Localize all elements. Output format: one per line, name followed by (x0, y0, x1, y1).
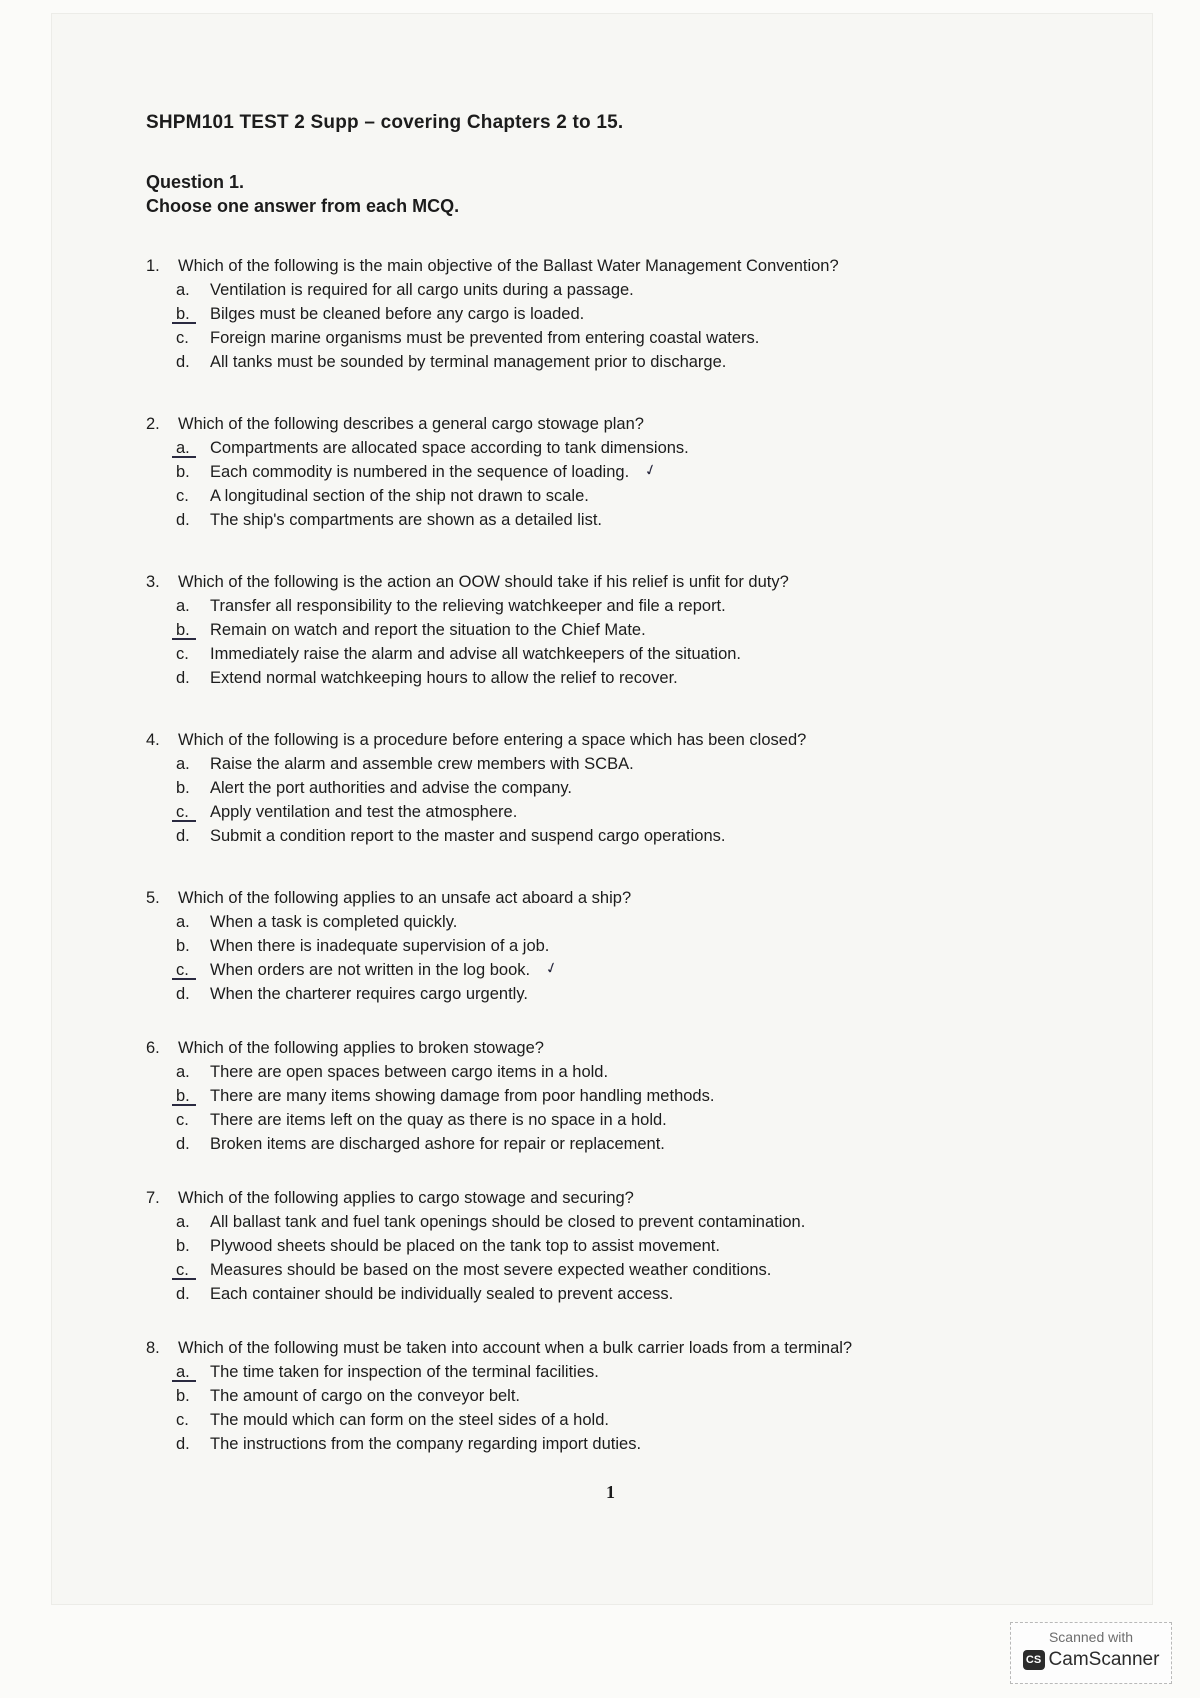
option-letter: d. (176, 353, 190, 371)
handwritten-tick-icon: ✓ (642, 460, 660, 481)
option-letter: d. (176, 827, 190, 845)
option-text: Extend normal watchkeeping hours to allow the relief to recover. (210, 669, 678, 687)
option-text: Ventilation is required for all cargo units during a passage. (210, 281, 634, 299)
option-text: Each commodity is numbered in the sequence of loading. (210, 463, 630, 481)
option-letter-marked: a. (176, 436, 210, 460)
handwritten-tick-icon: ✓ (543, 958, 561, 979)
option-text: There are open spaces between cargo items in a hold. (210, 1063, 609, 1081)
option-list (176, 910, 1086, 1006)
option-letter-marked: b. (176, 618, 210, 642)
question-stem (146, 412, 1086, 436)
option-letter: b. (176, 779, 190, 797)
option-item (176, 594, 1086, 618)
question-item (146, 1336, 1086, 1456)
option-text: The mould which can form on the steel sides of a hold. (210, 1411, 609, 1429)
option-letter: b. (176, 1387, 190, 1405)
question-stem (146, 886, 1086, 910)
option-text: The time taken for inspection of the terminal facilities. (210, 1363, 599, 1381)
question-number: 8. (146, 1339, 160, 1357)
option-list (176, 752, 1086, 848)
option-letter: c. (176, 487, 189, 505)
option-letter: a. (176, 281, 190, 299)
option-list (176, 1210, 1086, 1306)
option-item (176, 1408, 1086, 1432)
question-text: Which of the following is a procedure before entering a space which has been closed? (178, 731, 807, 749)
option-letter: d. (176, 1435, 190, 1453)
option-item (176, 1432, 1086, 1456)
option-item (176, 776, 1086, 800)
option-item (176, 460, 1086, 484)
question-text: Which of the following applies to an unsafe act aboard a ship? (178, 889, 632, 907)
option-text: When orders are not written in the log book. (210, 961, 531, 979)
option-text: Raise the alarm and assemble crew members with SCBA. (210, 755, 634, 773)
camscanner-watermark (1010, 1622, 1172, 1684)
question-stem (146, 1036, 1086, 1060)
option-item (176, 1234, 1086, 1258)
option-item (176, 1210, 1086, 1234)
question-text: Which of the following is the main objective of the Ballast Water Management Convention? (178, 257, 839, 275)
question-item (146, 728, 1086, 848)
option-item (176, 1360, 1086, 1384)
option-letter-marked: c. (176, 958, 210, 982)
option-letter: c. (176, 1111, 189, 1129)
option-item (176, 910, 1086, 934)
option-list (176, 1360, 1086, 1456)
option-item (176, 484, 1086, 508)
option-letter: d. (176, 1285, 190, 1303)
question-stem (146, 254, 1086, 278)
option-item (176, 800, 1086, 824)
option-item (176, 666, 1086, 690)
page-number: 1 (606, 1482, 615, 1502)
option-list (176, 1060, 1086, 1156)
option-letter: d. (176, 669, 190, 687)
option-letter: c. (176, 329, 189, 347)
option-text: The amount of cargo on the conveyor belt. (210, 1387, 521, 1405)
option-text: When a task is completed quickly. (210, 913, 458, 931)
watermark-brand (1011, 1649, 1171, 1671)
question-number: 7. (146, 1189, 160, 1207)
option-letter: b. (176, 463, 190, 481)
question-heading (146, 170, 1086, 218)
option-text: Plywood sheets should be placed on the tank top to assist movement. (210, 1237, 720, 1255)
option-text: Measures should be based on the most severe expected weather conditions. (210, 1261, 772, 1279)
watermark-caption: Scanned with (1048, 1629, 1134, 1645)
question-text: Which of the following describes a general cargo stowage plan? (178, 415, 644, 433)
option-item (176, 1384, 1086, 1408)
option-text: When there is inadequate supervision of a job. (210, 937, 550, 955)
question-text: Which of the following must be taken into account when a bulk carrier loads from a terminal? (178, 1339, 853, 1357)
instruction-text: Choose one answer from each MCQ. (146, 196, 460, 216)
watermark-brand-name: CamScanner (1048, 1649, 1160, 1670)
option-letter: b. (176, 937, 190, 955)
option-list (176, 436, 1086, 532)
question-number-heading: Question 1. (146, 172, 245, 192)
option-letter-marked: b. (176, 1084, 210, 1108)
option-item (176, 1282, 1086, 1306)
question-item (146, 254, 1086, 374)
question-text: Which of the following applies to broken stowage? (178, 1039, 544, 1057)
option-item (176, 752, 1086, 776)
option-text: Submit a condition report to the master and suspend cargo operations. (210, 827, 726, 845)
option-item (176, 350, 1086, 374)
option-list (176, 278, 1086, 374)
question-item (146, 412, 1086, 532)
option-item (176, 302, 1086, 326)
option-letter-marked: a. (176, 1360, 210, 1384)
page-title: SHPM101 TEST 2 Supp – covering Chapters 2 to 15. (146, 112, 624, 133)
option-letter-marked: c. (176, 1258, 210, 1282)
option-text: Broken items are discharged ashore for repair or replacement. (210, 1135, 665, 1153)
question-number: 4. (146, 731, 160, 749)
option-letter: c. (176, 645, 189, 663)
option-item (176, 824, 1086, 848)
option-letter: a. (176, 1063, 190, 1081)
option-text: Immediately raise the alarm and advise all watchkeepers of the situation. (210, 645, 742, 663)
option-letter-marked: b. (176, 302, 210, 326)
option-text: All ballast tank and fuel tank openings should be closed to prevent contamination. (210, 1213, 806, 1231)
question-stem (146, 728, 1086, 752)
option-letter: a. (176, 1213, 190, 1231)
exam-sheet (146, 112, 1086, 1494)
option-item (176, 436, 1086, 460)
option-item (176, 326, 1086, 350)
question-item (146, 1186, 1086, 1306)
option-text: When the charterer requires cargo urgently. (210, 985, 528, 1003)
option-text: There are items left on the quay as there is no space in a hold. (210, 1111, 667, 1129)
option-text: Bilges must be cleaned before any cargo is loaded. (210, 305, 585, 323)
question-item (146, 1036, 1086, 1156)
option-text: There are many items showing damage from poor handling methods. (210, 1087, 715, 1105)
option-item (176, 1108, 1086, 1132)
option-list (176, 594, 1086, 690)
question-stem (146, 1336, 1086, 1360)
option-text: Remain on watch and report the situation to the Chief Mate. (210, 621, 646, 639)
option-item (176, 618, 1086, 642)
option-item (176, 278, 1086, 302)
option-letter: a. (176, 913, 190, 931)
option-item (176, 1084, 1086, 1108)
option-text: Transfer all responsibility to the relieving watchkeeper and file a report. (210, 597, 726, 615)
option-letter-marked: c. (176, 800, 210, 824)
option-letter: d. (176, 1135, 190, 1153)
option-letter: d. (176, 985, 190, 1003)
option-text: The instructions from the company regarding import duties. (210, 1435, 642, 1453)
question-list (146, 254, 1086, 1456)
camscanner-logo-icon: CS (1023, 1650, 1045, 1670)
option-text: Apply ventilation and test the atmosphere. (210, 803, 518, 821)
question-text: Which of the following is the action an OOW should take if his relief is unfit for duty? (178, 573, 789, 591)
option-item (176, 508, 1086, 532)
option-letter: c. (176, 1411, 189, 1429)
question-number: 2. (146, 415, 160, 433)
option-item (176, 642, 1086, 666)
option-text: The ship's compartments are shown as a detailed list. (210, 511, 603, 529)
option-letter: a. (176, 755, 190, 773)
option-letter: b. (176, 1237, 190, 1255)
question-number: 6. (146, 1039, 160, 1057)
option-item (176, 1060, 1086, 1084)
question-item (146, 570, 1086, 690)
question-stem (146, 1186, 1086, 1210)
question-stem (146, 570, 1086, 594)
option-text: Compartments are allocated space according to tank dimensions. (210, 439, 689, 457)
option-item (176, 982, 1086, 1006)
question-number: 5. (146, 889, 160, 907)
option-text: Alert the port authorities and advise the company. (210, 779, 572, 797)
option-item (176, 958, 1086, 982)
option-letter: a. (176, 597, 190, 615)
option-text: All tanks must be sounded by terminal management prior to discharge. (210, 353, 727, 371)
option-item (176, 1132, 1086, 1156)
option-letter: d. (176, 511, 190, 529)
question-item (146, 886, 1086, 1006)
question-number: 3. (146, 573, 160, 591)
option-item (176, 934, 1086, 958)
option-text: A longitudinal section of the ship not drawn to scale. (210, 487, 589, 505)
option-item (176, 1258, 1086, 1282)
option-text: Foreign marine organisms must be prevented from entering coastal waters. (210, 329, 760, 347)
option-text: Each container should be individually sealed to prevent access. (210, 1285, 674, 1303)
question-number: 1. (146, 257, 160, 275)
question-text: Which of the following applies to cargo stowage and securing? (178, 1189, 634, 1207)
